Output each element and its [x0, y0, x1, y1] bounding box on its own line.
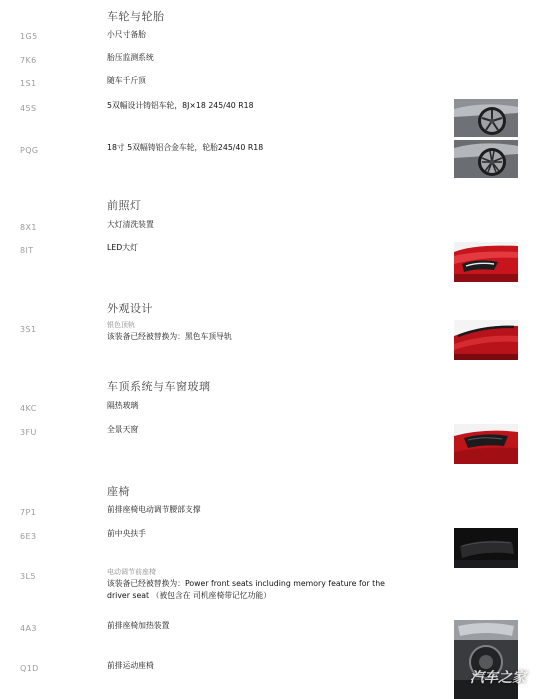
- option-code: 3S1: [20, 325, 37, 334]
- option-code: 4KC: [20, 404, 37, 413]
- led-headlight-graphic: [454, 242, 518, 282]
- panoramic-sunroof-image: [454, 424, 518, 464]
- option-code: 4A3: [20, 624, 37, 633]
- replaced-option-label: 银色顶轨: [107, 321, 135, 329]
- section-title-roof: 车顶系统与车窗玻璃: [107, 380, 211, 393]
- option-description: 全景天窗: [107, 425, 139, 434]
- option-code: 1S1: [20, 79, 37, 88]
- option-code: 7P1: [20, 508, 37, 517]
- led-headlight-image: [454, 242, 518, 282]
- alloy-wheel-image: [454, 99, 518, 137]
- option-code: Q1D: [20, 664, 39, 673]
- option-code: 3FU: [20, 428, 37, 437]
- option-description: 前排运动座椅: [107, 661, 154, 670]
- heated-seats-graphic: [454, 620, 518, 699]
- option-code: 6E3: [20, 532, 37, 541]
- option-description: [107, 320, 232, 343]
- roof-rails-image: [454, 320, 518, 360]
- alloy-wheel-image: [454, 140, 518, 178]
- watermark-logo: 汽车之家: [470, 670, 526, 686]
- option-code: 8X1: [20, 223, 37, 232]
- replacement-text-continued: driver seat （被包含在 司机座椅带记忆功能）: [107, 591, 272, 600]
- replacement-text: 该装备已经被替换为：Power front seats including memory feature for the: [107, 579, 385, 588]
- option-code: 7K6: [20, 56, 37, 65]
- section-title-seats: 座椅: [107, 485, 130, 498]
- option-code: 3L5: [20, 572, 36, 581]
- heated-seats-image: [454, 620, 518, 699]
- option-code: 8IT: [20, 246, 34, 255]
- option-description: [107, 567, 385, 602]
- alloy-wheel-graphic: [454, 140, 518, 178]
- option-description: 前排座椅电动调节腰部支撑: [107, 505, 201, 514]
- option-description: LED大灯: [107, 243, 138, 252]
- option-code: 45S: [20, 104, 37, 113]
- section-title-wheels: 车轮与轮胎: [107, 10, 165, 23]
- center-armrest-graphic: [454, 528, 518, 568]
- section-title-headlights: 前照灯: [107, 199, 142, 212]
- option-code: 1G5: [20, 32, 38, 41]
- alloy-wheel-graphic: [454, 99, 518, 137]
- option-description: 大灯清洗装置: [107, 220, 154, 229]
- panoramic-sunroof-graphic: [454, 424, 518, 464]
- option-description: 随车千斤顶: [107, 76, 146, 85]
- roof-rails-graphic: [454, 320, 518, 360]
- option-description: 胎压监测系统: [107, 53, 154, 62]
- replacement-text: 该装备已经被替换为：黑色车顶导轨: [107, 332, 232, 341]
- option-description: 前排座椅加热装置: [107, 621, 170, 630]
- section-title-exterior: 外观设计: [107, 302, 153, 315]
- option-description: 前中央扶手: [107, 529, 146, 538]
- option-code: PQG: [20, 146, 39, 155]
- center-armrest-image: [454, 528, 518, 568]
- option-description: 18寸 5双幅铸铝合金车轮，轮胎245/40 R18: [107, 143, 264, 152]
- option-description: 隔热玻璃: [107, 401, 139, 410]
- option-description: 小尺寸备胎: [107, 30, 146, 39]
- replaced-option-label: 电动调节前座椅: [107, 568, 156, 576]
- option-description: 5双幅设计铸铝车轮，8J×18 245/40 R18: [107, 101, 254, 110]
